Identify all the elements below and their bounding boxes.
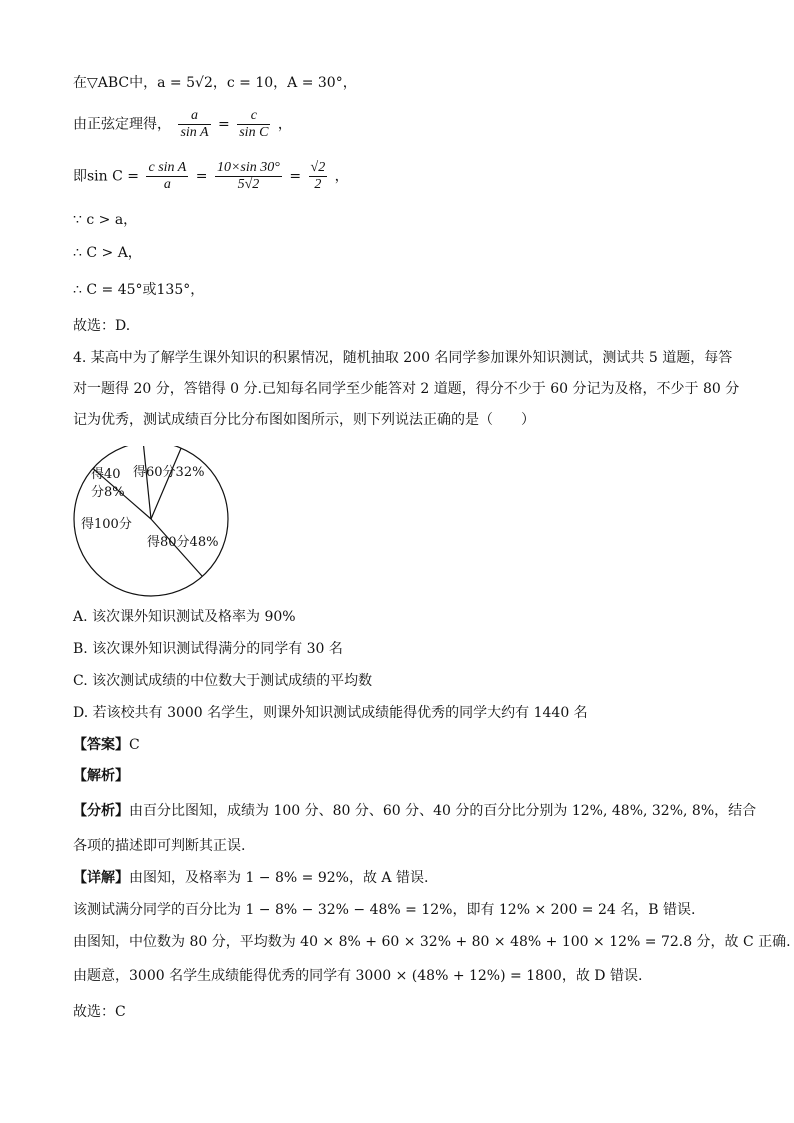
question-4-line-2: 对一题得 20 分，答错得 0 分.已知每名同学至少能答对 2 道题，得分不少于 60 分记为及格，不少于 80 分: [73, 381, 740, 397]
fraction-root2-over-2: [309, 160, 328, 193]
frac-den: 2: [309, 176, 328, 193]
fraction-csinA-over-a: [146, 160, 188, 193]
fraction-10sin30-over-5root2: [215, 160, 282, 193]
label-60: 得60分32%: [133, 465, 205, 480]
frac-den: sin A: [180, 125, 209, 140]
solution-line-5: ∴ C > A，: [73, 245, 142, 261]
solution-line-4: ∵ c > a，: [73, 212, 138, 228]
answer-tag: 【答案】: [73, 737, 129, 753]
frac-den: 5√2: [215, 176, 282, 193]
xiangjie-text: 由图知，及格率为 1 − 8% = 92%，故 A 错误.: [129, 870, 429, 886]
fraction-c-over-sinC: [237, 108, 270, 141]
fraction-a-over-sinA: [178, 108, 210, 141]
equals-sign: =: [218, 116, 230, 133]
pie-slice-boundary: [151, 448, 181, 519]
analysis-tag: 【解析】: [73, 768, 129, 784]
fenxi-text: 由百分比图知，成绩为 100 分、80 分、60 分、40 分的百分比分别为 12%, 48%, 32%, 8%，结合: [129, 803, 757, 819]
score-pie-chart: [70, 446, 240, 606]
answer-value: C: [129, 737, 140, 753]
fenxi-line-2: 各项的描述即可判断其正误.: [73, 838, 246, 854]
frac-den: a: [146, 176, 188, 193]
question-4-line-3: 记为优秀，测试成绩百分比分布图如图所示，则下列说法正确的是（ ）: [73, 412, 535, 428]
solution-line-2: [73, 108, 292, 141]
fenxi-line-1: [73, 801, 756, 821]
answer-line: [73, 735, 140, 755]
solution-line-6: ∴ C = 45°或135°，: [73, 282, 205, 298]
solution-line-3: [73, 160, 349, 193]
line3-prefix: 即sin C =: [73, 168, 140, 185]
label-40-a: 得40: [91, 467, 121, 482]
final-answer: 故选：C: [73, 1004, 126, 1020]
xiangjie-tag: 【详解】: [73, 870, 129, 886]
frac-num: a: [191, 108, 199, 123]
frac-num: c: [250, 108, 257, 123]
xiangjie-line-1: [73, 868, 428, 888]
frac-den: sin C: [239, 125, 269, 140]
xiangjie-line-3: 由图知，中位数为 80 分，平均数为 40 × 8% + 60 × 32% + 80 × 48% + 100 × 12% = 72.8 分，故 C 正确.: [73, 934, 791, 950]
label-80: 得80分48%: [147, 535, 219, 550]
option-c: C. 该次测试成绩的中位数大于测试成绩的平均数: [73, 673, 373, 689]
pie-slice-boundary: [143, 446, 151, 519]
xiangjie-line-2: 该测试满分同学的百分比为 1 − 8% − 32% − 48% = 12%，即有 12% × 200 = 24 名，B 错误.: [73, 902, 696, 918]
option-d: D. 若该校共有 3000 名学生，则课外知识测试成绩能得优秀的同学大约有 1440 名: [73, 705, 588, 721]
label-40-b: 分8%: [91, 485, 125, 500]
fenxi-tag: 【分析】: [73, 803, 129, 819]
option-b: B. 该次课外知识测试得满分的同学有 30 名: [73, 641, 343, 657]
label-100: 得100分: [81, 517, 132, 532]
xiangjie-line-4: 由题意，3000 名学生成绩能得优秀的同学有 3000 × (48% + 12%) = 1800，故 D 错误.: [73, 968, 643, 984]
question-4-line-1: 4. 某高中为了解学生课外知识的积累情况，随机抽取 200 名同学参加课外知识测试，测试共 5 道题，每答: [73, 350, 733, 366]
line2-suffix: ，: [277, 116, 292, 133]
solution-line-1: 在▽ABC中，a = 5√2，c = 10，A = 30°，: [73, 75, 357, 91]
equals-sign: =: [195, 168, 208, 185]
option-a: A. 该次课外知识测试及格率为 90%: [73, 609, 296, 625]
line3-suffix: ，: [334, 168, 349, 185]
equals-sign: =: [289, 168, 302, 185]
frac-num: 10×sin 30°: [216, 160, 280, 175]
frac-num: √2: [310, 160, 326, 175]
line2-prefix: 由正弦定理得，: [73, 116, 171, 133]
solution-line-7: 故选：D.: [73, 318, 131, 334]
frac-num: c sin A: [148, 160, 187, 175]
